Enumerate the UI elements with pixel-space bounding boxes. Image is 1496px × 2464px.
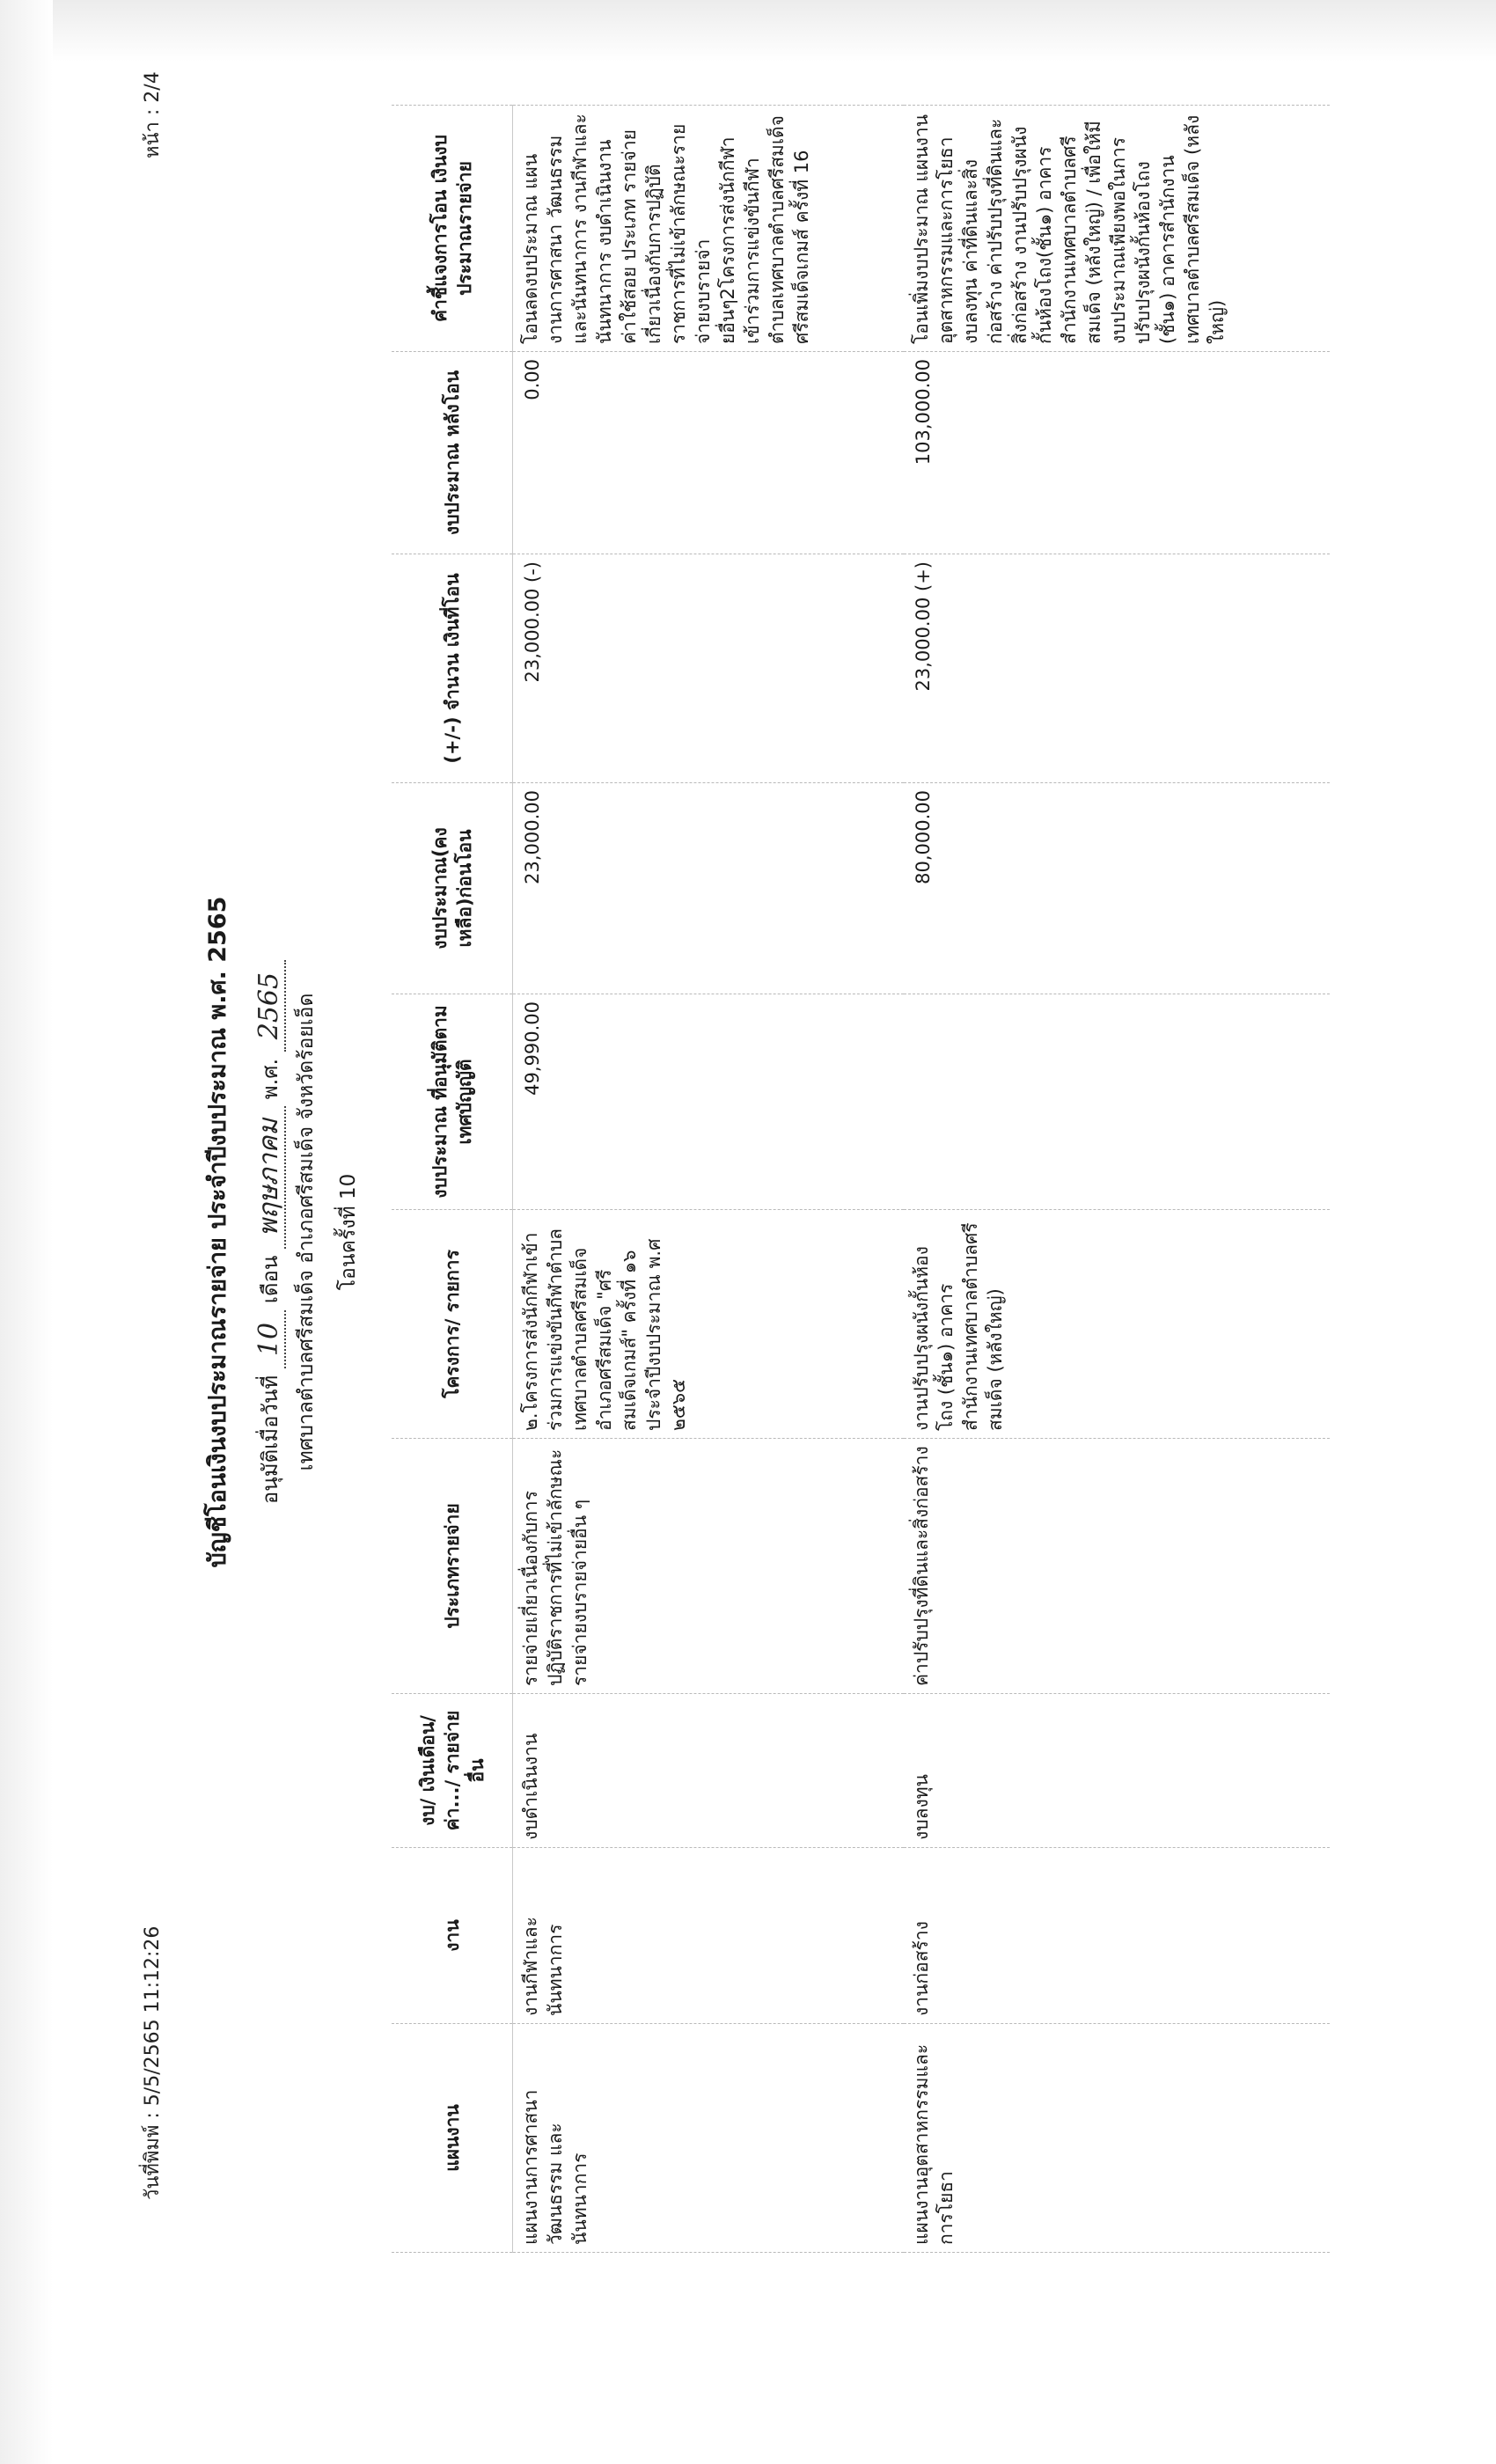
approved-month-label: เดือน: [258, 1255, 282, 1304]
cell-project: ๒.โครงการส่งนักกีฬาเข้าร่วมการแข่งขันกีฬาตำบลเทศบาลตำบลศรีสมเด็จ อำเภอศรีสมเด็จ "ศรีสมเด็จเกมส์" ครั้งที่ ๑๖ ประจำปีงบประมาณ พ.ศ ๒๕๖๕: [513, 1210, 905, 1439]
cell-change: 23,000.00 (-): [513, 554, 905, 783]
col-header-project: โครงการ/ รายการ: [392, 1210, 513, 1439]
transfer-round: โอนครั้งที่ 10: [337, 1173, 360, 1291]
document-title: บัญชีโอนเงินงบประมาณรายจ่าย ประจำปีงบประมาณ พ.ศ. 2565: [204, 896, 231, 1568]
table-row: [513, 106, 905, 2253]
cell-note: โอนลดงบประมาณ แผนงานการศาสนา วัฒนธรรม และนันทนาการ งานกีฬาและนันทนาการ งบดำเนินงาน ค่าใช้สอย ประเภท รายจ่ายเกี่ยวเนื่องกับการปฏิบัติราชการที่ไม่เข้าลักษณะรายจ่ายงบรายจ่ายอื่นๆ2โครงการส่งนักกีฬาเข้าร่วมการแข่งขันกีฬาตำบลเทศบาลตำบลศรีสมเด็จ ศรีสมเด็จเกมส์ ครั้งที่ 16: [513, 106, 905, 352]
cell-note: โอนเพิ่มงบประมาณ แผนงานอุตสาหกรรมและการโยธา งบลงทุน ค่าที่ดินและสิ่งก่อสร้าง ค่าปรับปรุงที่ดินและสิ่งก่อสร้าง งานปรับปรุงผนังกั้นห้องโถง(ชั้น๑) อาคารสำนักงานเทศบาลตำบลศรีสมเด็จ (หลังใหญ่) / เพื่อให้มีงบประมาณเพียงพอในการปรับปรุงผนังกั้นห้องโถง (ชั้น๑) อาคารสำนักงานเทศบาลตำบลศรีสมเด็จ (หลังใหญ่): [904, 106, 1330, 352]
approval-line: [248, 0, 290, 2464]
cell-approved: [904, 994, 1330, 1210]
cell-change: 23,000.00 (+): [904, 554, 1330, 783]
table-header-row: [392, 106, 513, 2253]
organization-line: เทศบาลตำบลศรีสมเด็จ อำเภอศรีสมเด็จ จังหวัดร้อยเอ็ด: [295, 993, 318, 1471]
print-date: วันที่พิมพ์ : 5/5/2565 11:12:26: [142, 1925, 164, 2200]
col-header-before: งบประมาณ(คง เหลือ)ก่อนโอน: [392, 783, 513, 994]
cell-work: งานก่อสร้าง: [904, 1848, 1330, 2024]
cell-before: 23,000.00: [513, 783, 905, 994]
col-header-note: คำชี้แจงการโอน เงินงบประมาณรายจ่าย: [392, 106, 513, 352]
cell-plan: แผนงานการศาสนา วัฒนธรรม และนันทนาการ: [513, 2024, 905, 2253]
budget-transfer-table: [392, 105, 1330, 2253]
approved-year: 2565: [253, 960, 286, 1052]
cell-before: 80,000.00: [904, 783, 1330, 994]
cell-expense-type: รายจ่ายเกี่ยวเนื่องกับการปฏิบัติราชการที่ไม่เข้าลักษณะรายจ่ายงบรายจ่ายอื่น ๆ: [513, 1439, 905, 1694]
cell-work: งานกีฬาและนันทนาการ: [513, 1848, 905, 2024]
approved-prefix: อนุมัติเมื่อวันที่: [258, 1375, 282, 1505]
page-number: หน้า : 2/4: [142, 71, 164, 158]
cell-budget-type: งบดำเนินงาน: [513, 1694, 905, 1848]
col-header-expense-type: ประเภทรายจ่าย: [392, 1439, 513, 1694]
col-header-change: (+/-) จำนวน เงินที่โอน: [392, 554, 513, 783]
col-header-work: งาน: [392, 1848, 513, 2024]
col-header-plan: แผนงาน: [392, 2024, 513, 2253]
cell-expense-type: ค่าปรับปรุงที่ดินและสิ่งก่อสร้าง: [904, 1439, 1330, 1694]
cell-after: 0.00: [513, 352, 905, 554]
cell-plan: แผนงานอุตสาหกรรมและการโยธา: [904, 2024, 1330, 2253]
table-row: [904, 106, 1330, 2253]
cell-approved: 49,990.00: [513, 994, 905, 1210]
cell-after: 103,000.00: [904, 352, 1330, 554]
col-header-after: งบประมาณ หลังโอน: [392, 352, 513, 554]
col-header-budget-type: งบ/ เงินเดือน/ ค่า.../ รายจ่ายอื่น: [392, 1694, 513, 1848]
col-header-approved: งบประมาณ ที่อนุมัติตาม เทศบัญญัติ: [392, 994, 513, 1210]
approved-year-label: พ.ศ.: [258, 1058, 282, 1100]
cell-budget-type: งบลงทุน: [904, 1694, 1330, 1848]
approved-month: พฤษภาคม: [253, 1106, 286, 1249]
cell-project: งานปรับปรุงผนังกั้นห้องโถง (ชั้น๑) อาคารสำนักงานเทศบาลตำบลศรีสมเด็จ (หลังใหญ่): [904, 1210, 1330, 1439]
approved-day: 10: [253, 1310, 286, 1368]
